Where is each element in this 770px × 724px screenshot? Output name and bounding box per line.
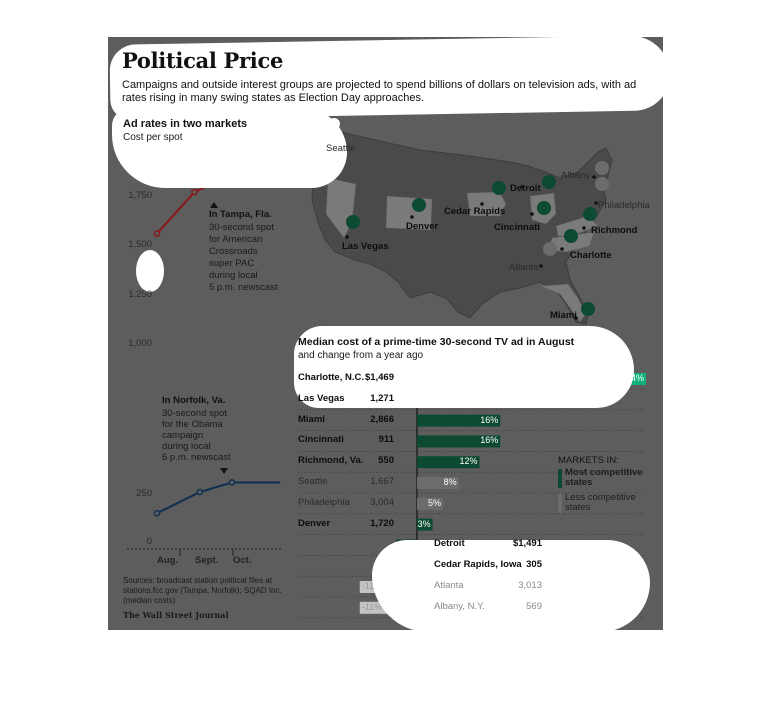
map-dot-atlanta (539, 264, 543, 268)
map-dot-charlotte (560, 247, 564, 251)
bar-value-label: -7% (382, 560, 399, 571)
map-label-cedar-rapids: Cedar Rapids (444, 206, 506, 217)
map-dot-cincinnati (530, 212, 534, 216)
map-label-charlotte: Charlotte (570, 250, 612, 261)
map-dot-las-vegas (345, 235, 349, 239)
bar-value-label: 3% (417, 518, 431, 529)
map-dot-richmond (582, 226, 586, 230)
x-tick-label: Oct. (233, 555, 252, 566)
bar-chart-subtitle: and change from a year ago (298, 350, 424, 361)
bar-cost-label: 1,667 (370, 476, 394, 487)
map-label-denver: Denver (406, 221, 439, 232)
tampa-note-line: 5 p.m. newscast (209, 282, 278, 293)
bar-cost-label: 569 (526, 600, 542, 612)
bar-cost-label: 911 (378, 434, 394, 446)
y-tick-label: 1,250 (128, 288, 152, 300)
bar-market-label: Detroit (434, 538, 465, 550)
map-bubble-detroit (542, 175, 556, 189)
white-blob-small (328, 118, 340, 130)
bar-value-label: -11% (361, 601, 383, 612)
y-tick-label: 1,500 (128, 239, 152, 251)
x-tick-label: Sept. (195, 555, 219, 566)
tampa-note-line: super PAC (209, 258, 255, 269)
map-bubble-atlanta (543, 242, 557, 256)
bar-cost-label: 1,720 (370, 517, 394, 529)
bar-market-label: Denver (298, 517, 331, 529)
bar-cost-label: 550 (378, 455, 394, 467)
map-bubble-miami (581, 302, 595, 316)
bar-value-label: 16% (480, 414, 499, 425)
tampa-note-line: for American (209, 234, 263, 245)
bar-cost-label: 2,866 (370, 413, 394, 425)
bar-cost-label: $1,491 (512, 538, 542, 550)
bar-market-label: Miami (298, 413, 325, 425)
legend-title: MARKETS IN: (558, 455, 619, 466)
white-blob-axis (136, 250, 164, 292)
tampa-note-line: Crossroads (209, 246, 258, 257)
bar-value-label: 16% (480, 435, 499, 446)
map-bubble-cincinnati (537, 201, 551, 215)
bar-cost-label: 3,004 (370, 496, 394, 508)
bar-value-label: -4% (398, 539, 415, 550)
map-label-atlanta: Atlanta (509, 262, 539, 273)
bar-value-label: 5% (428, 497, 442, 508)
map-label-cincinnati: Cincinnati (494, 222, 540, 233)
series-1-point (229, 480, 234, 485)
tampa-note-head: In Tampa, Fla. (209, 209, 272, 220)
norfolk-note-head: In Norfolk, Va. (162, 395, 226, 406)
norfolk-note-line: 6 p.m. newscast (162, 452, 231, 463)
map-bubble-albany (595, 161, 609, 175)
map-dot-albany (592, 175, 596, 179)
map-bubble-richmond (583, 207, 597, 221)
map-bubble-charlotte (564, 229, 578, 243)
bar-value-label: 12% (459, 456, 478, 467)
legend-less: Less competitive states (565, 492, 636, 513)
line-chart-title: Ad rates in two markets (123, 118, 248, 130)
map-label-las-vegas: Las Vegas (342, 241, 389, 252)
bar-cost-label: $1,469 (364, 372, 394, 383)
map-label-miami: Miami (550, 310, 577, 321)
map-label-albany: Albany (561, 170, 591, 181)
page-subtitle: Campaigns and outside interest groups are projected to spend billions of dollars on television ads, with ad rates rising in many swing states as Election Day approaches. (122, 79, 637, 104)
map-bubble-philadelphia (595, 177, 609, 191)
tampa-note-line: during local (209, 270, 258, 281)
credit: The Wall Street Journal (123, 610, 229, 620)
bar-cost-label: 305 (526, 559, 542, 571)
bar-market-label: Richmond, Va. (298, 455, 364, 467)
bar-market-label: Cedar Rapids, Iowa (434, 559, 522, 571)
map-label-richmond: Richmond (591, 225, 638, 236)
map-label-seattle: Seattle (326, 143, 356, 154)
bar-market-label: Atlanta (434, 580, 464, 591)
norfolk-note-marker (220, 468, 228, 474)
norfolk-note-line: for the Obama (162, 419, 223, 430)
bar-cost-label: 3,013 (518, 580, 542, 591)
series-0-point (192, 189, 197, 194)
map-label-philadelphia: Philadelphia (598, 200, 650, 211)
series-0-point (154, 231, 159, 236)
bar-market-label: Cincinnati (298, 434, 344, 446)
legend-competitive: Most competitive states (565, 467, 643, 488)
bar-market-label: Las Vegas (298, 392, 345, 404)
us-map (312, 130, 612, 324)
bar-market-label: Philadelphia (298, 496, 350, 508)
map-bubble-cedar-rapids (492, 181, 506, 195)
page-title: Political Price (122, 48, 284, 73)
norfolk-note-line: campaign (162, 430, 204, 441)
map-label-detroit: Detroit (510, 183, 541, 194)
bar-chart-title: Median cost of a prime-time 30-second TV ad in August (298, 336, 575, 348)
y-tick-label: 0 (146, 536, 152, 547)
y-tick-label: 250 (136, 488, 152, 499)
white-blob-bottom (372, 540, 650, 632)
line-chart-subtitle: Cost per spot (123, 132, 183, 143)
bar-market-label: Seattle (298, 476, 328, 487)
bar-cost-label: 1,271 (370, 392, 394, 404)
tampa-note-line: 30-second spot (209, 222, 274, 233)
y-tick-label: 1,000 (128, 338, 152, 349)
bar-market-label: Charlotte, N.C. (298, 372, 364, 383)
bar-market-label: Albany, N.Y. (434, 600, 485, 612)
y-tick-label: 1,750 (128, 190, 152, 201)
map-bubble-las-vegas (346, 215, 360, 229)
map-bubble-denver (412, 198, 426, 212)
series-line-1 (157, 482, 280, 513)
x-tick-label: Aug. (157, 555, 179, 566)
bar-value-label: 34% (573, 393, 592, 404)
bar-value-label: 8% (443, 477, 457, 487)
sources-note: Sources: broadcast station political files at stations.fcc.gov (Tampa, Norfolk); SQAD Inc. (median costs) (123, 576, 282, 605)
series-1-point (197, 489, 202, 494)
bar-value-label: -11 (361, 581, 375, 591)
tampa-note-marker (210, 202, 218, 208)
map-dot-denver (410, 215, 414, 219)
norfolk-note-line: during local (162, 441, 211, 452)
norfolk-note-line: 30-second spot (162, 408, 227, 419)
series-1-point (154, 511, 159, 516)
bar-value-label: 44% (625, 373, 644, 383)
